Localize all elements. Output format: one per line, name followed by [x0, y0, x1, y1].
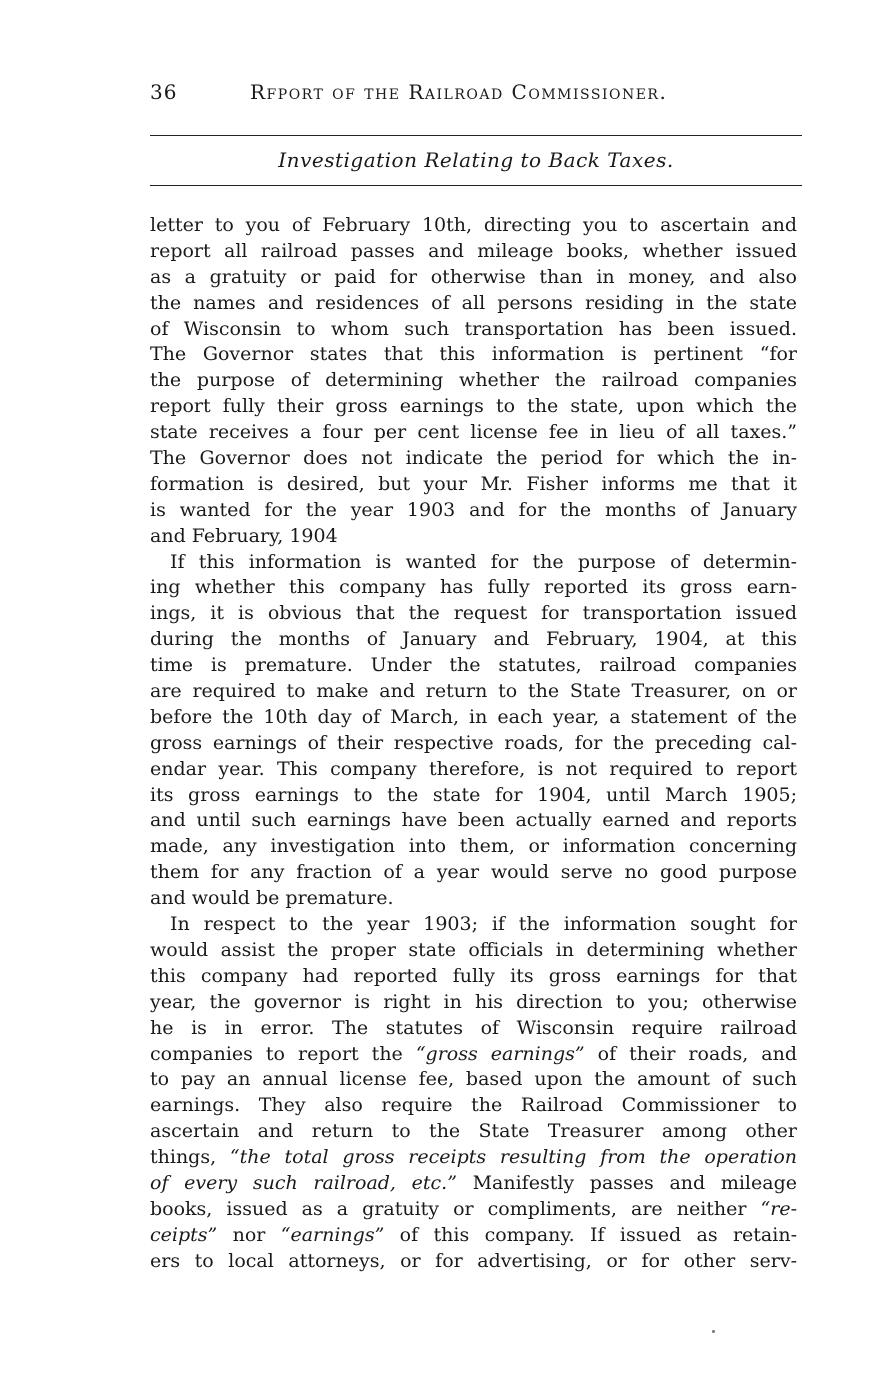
- text-line: he is in error. The statutes of Wisconsin require railroad: [150, 1016, 797, 1039]
- text-line: gross earnings of their respective roads, for the preceding cal-: [150, 731, 797, 754]
- italic-phrase: of every such railroad, etc.”: [150, 1171, 457, 1194]
- text-line: and until such earnings have been actually earned and reports: [150, 809, 797, 832]
- text-segment: Manifestly passes and mileage: [472, 1171, 797, 1194]
- text-line: are required to make and return to the State Treasurer, on or: [150, 680, 797, 703]
- text-line: [150, 1197, 797, 1223]
- text-line: In respect to the year 1903; if the information sought for: [170, 913, 797, 936]
- text-segment: nor: [232, 1223, 266, 1246]
- text-line: ers to local attorneys, or for advertising, or for other serv-: [150, 1249, 797, 1272]
- italic-phrase: “the total gross receipts resulting from the operation: [229, 1146, 797, 1169]
- text-line: during the months of January and February, 1904, at this: [150, 628, 797, 651]
- text-line: report all railroad passes and mileage books, whether issued: [150, 239, 797, 262]
- header-rule-bottom: [150, 185, 802, 186]
- text-segment: books, issued as a gratuity or compliments, are neither: [150, 1197, 747, 1220]
- text-segment: of this company. If issued as retain-: [399, 1223, 797, 1246]
- print-speck: [712, 1330, 715, 1333]
- text-line: The Governor states that this information is pertinent “for: [150, 343, 797, 366]
- text-line: ings, it is obvious that the request for transportation issued: [150, 602, 797, 625]
- section-title: Investigation Relating to Back Taxes.: [278, 148, 674, 172]
- text-line: time is premature. Under the statutes, railroad companies: [150, 654, 797, 677]
- text-line: them for any fraction of a year would serve no good purpose: [150, 861, 797, 884]
- body-text: [150, 213, 797, 1275]
- text-line: made, any investigation into them, or information concerning: [150, 835, 797, 858]
- italic-phrase: “re-: [760, 1197, 797, 1220]
- text-line: as a gratuity or paid for otherwise than in money, and also: [150, 265, 797, 288]
- text-line: to pay an annual license fee, based upon the amount of such: [150, 1068, 797, 1091]
- text-line: If this information is wanted for the purpose of determin-: [170, 550, 797, 573]
- text-line: year, the governor is right in his direction to you; otherwise: [150, 990, 797, 1013]
- text-line: [150, 1223, 797, 1249]
- page-number: 36: [150, 80, 178, 104]
- text-line: report fully their gross earnings to the state, upon which the: [150, 395, 797, 418]
- text-line: this company had reported fully its gross earnings for that: [150, 964, 797, 987]
- running-header: [150, 80, 802, 110]
- text-segment: companies to report the: [150, 1042, 403, 1065]
- text-line: The Governor does not indicate the period for which the in-: [150, 447, 797, 470]
- text-line: its gross earnings to the state for 1904, until March 1905;: [150, 783, 797, 806]
- text-line: state receives a four per cent license fee in lieu of all taxes.”: [150, 421, 797, 444]
- text-line: endar year. This company therefore, is not required to report: [150, 757, 797, 780]
- text-line: ascertain and return to the State Treasurer among other: [150, 1120, 797, 1143]
- text-segment: of their roads, and: [597, 1042, 797, 1065]
- text-line: is wanted for the year 1903 and for the months of January: [150, 498, 797, 521]
- text-line: before the 10th day of March, in each year, a statement of the: [150, 705, 797, 728]
- text-line: ing whether this company has fully reported its gross earn-: [150, 576, 797, 599]
- text-line: [150, 1042, 797, 1068]
- italic-phrase: “earnings”: [280, 1223, 385, 1246]
- text-line: of Wisconsin to whom such transportation has been issued.: [150, 317, 797, 340]
- text-line: the purpose of determining whether the railroad companies: [150, 369, 797, 392]
- italic-phrase: ceipts”: [150, 1223, 218, 1246]
- text-line: [150, 1145, 797, 1171]
- text-line: earnings. They also require the Railroad Commissioner to: [150, 1094, 797, 1117]
- text-line: [150, 1171, 797, 1197]
- text-line: formation is desired, but your Mr. Fisher informs me that it: [150, 472, 797, 495]
- text-line: the names and residences of all persons residing in the state: [150, 291, 797, 314]
- text-line: and February, 1904: [150, 524, 338, 547]
- report-title: Rfport of the Railroad Commissioner.: [250, 80, 668, 104]
- text-line: would assist the proper state officials in determining whether: [150, 938, 797, 961]
- header-rule-top: [150, 135, 802, 136]
- text-line: and would be premature.: [150, 887, 394, 910]
- text-segment: things,: [150, 1146, 217, 1169]
- italic-phrase: “gross earnings”: [415, 1042, 585, 1065]
- text-line: letter to you of February 10th, directing you to ascertain and: [150, 214, 797, 236]
